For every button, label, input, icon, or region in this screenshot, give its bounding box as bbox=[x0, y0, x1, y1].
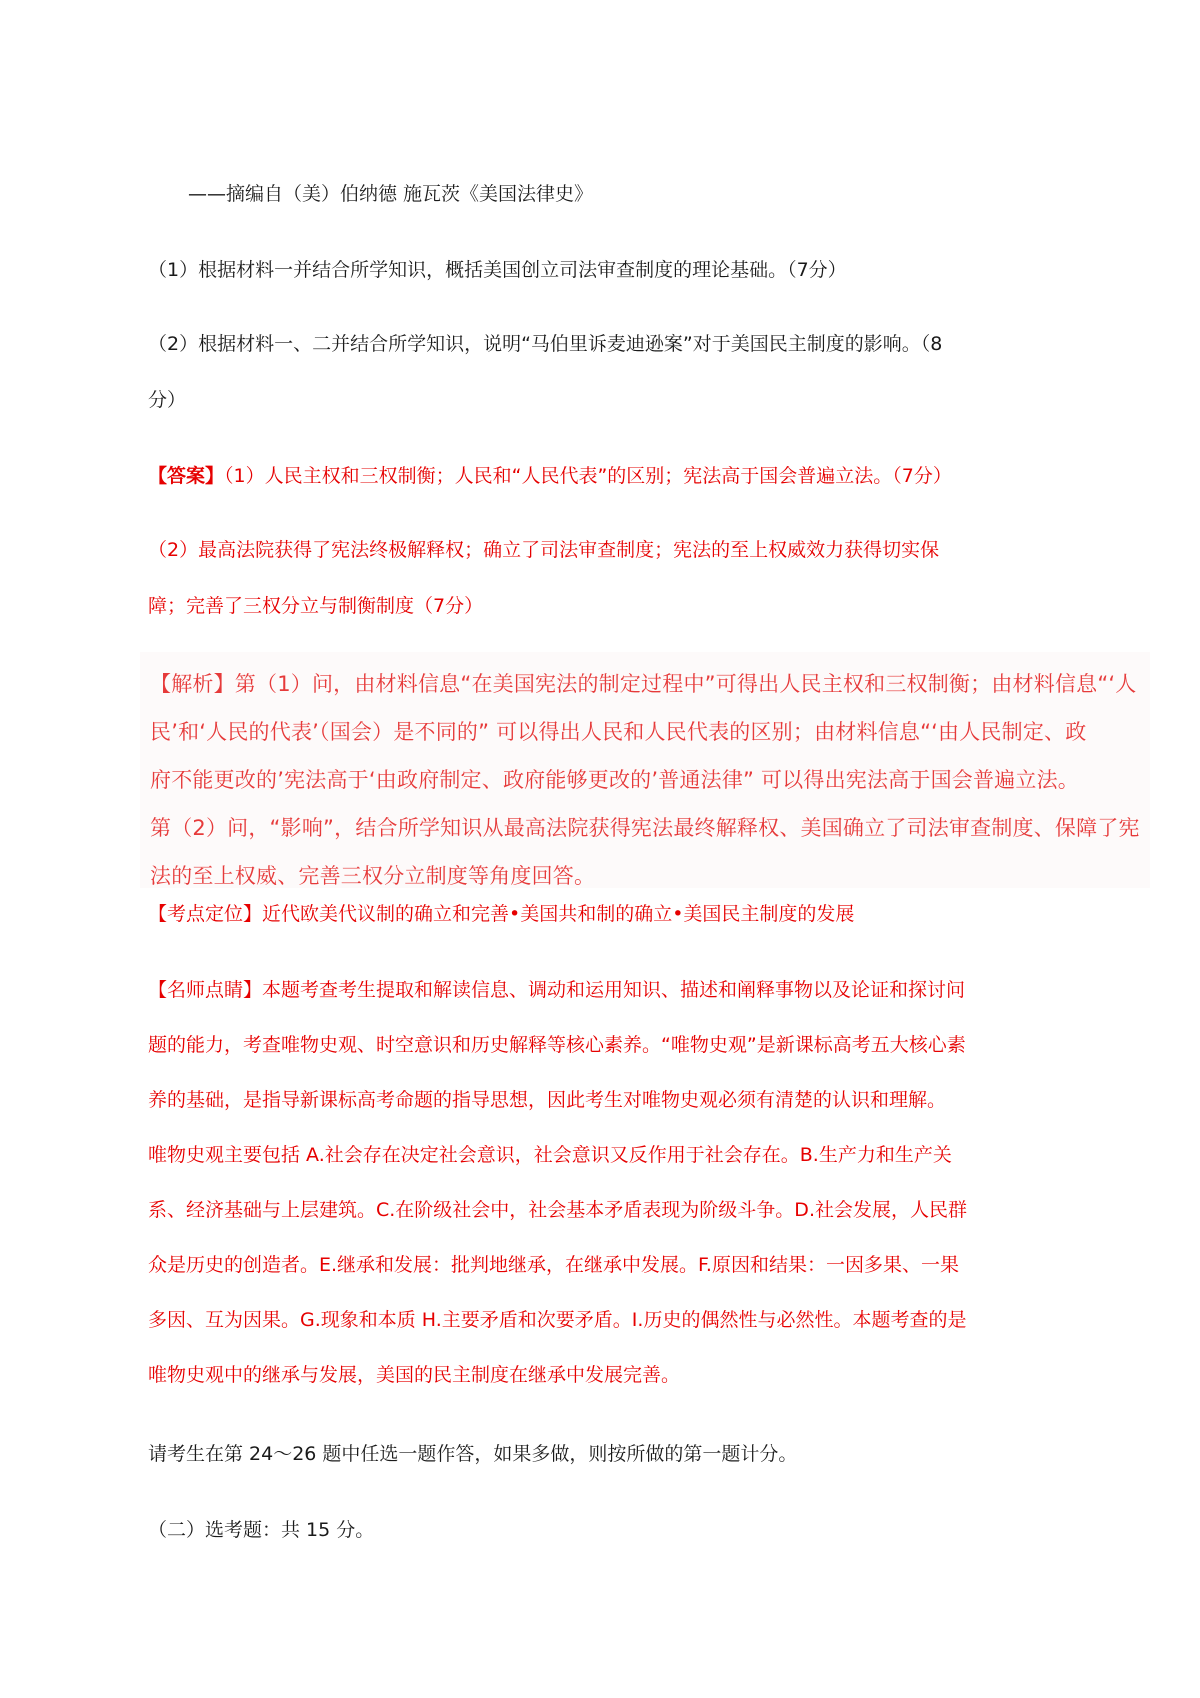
mingshi-line: 题的能力，考查唯物史观、时空意识和历史解释等核心素养。“唯物史观”是新课标高考五大核心素 bbox=[148, 1034, 966, 1056]
section-heading: （二）选考题：共 15 分。 bbox=[148, 1519, 375, 1541]
analysis-line: 法的至上权威、完善三权分立制度等角度回答。 bbox=[150, 864, 596, 888]
mingshi-line: 唯物史观中的继承与发展，美国的民主制度在继承中发展完善。 bbox=[148, 1364, 681, 1386]
mingshi-line: 多因、互为因果。G.现象和本质 H.主要矛盾和次要矛盾。I.历史的偶然性与必然性。本题考查的是 bbox=[148, 1309, 967, 1331]
mingshi-line: 系、经济基础与上层建筑。C.在阶级社会中，社会基本矛盾表现为阶级斗争。D.社会发展，人民群 bbox=[148, 1199, 967, 1221]
analysis-line: 府不能更改的’宪法高于‘由政府制定、政府能够更改的’普通法律” 可以得出宪法高于国会普遍立法。 bbox=[150, 768, 1079, 792]
analysis-line: 第（2）问，“影响”，结合所学知识从最高法院获得宪法最终解释权、美国确立了司法审查制度、保障了宪 bbox=[150, 816, 1140, 840]
question-1: （1）根据材料一并结合所学知识，概括美国创立司法审查制度的理论基础。（7分） bbox=[148, 259, 847, 281]
mingshi-line: 唯物史观主要包括 A.社会存在决定社会意识，社会意识又反作用于社会存在。B.生产力和生产关 bbox=[148, 1144, 952, 1166]
mingshi-line: 众是历史的创造者。E.继承和发展：批判地继承，在继承中发展。F.原因和结果：一因多果、一果 bbox=[148, 1254, 959, 1276]
answer-label: 【答案】 bbox=[148, 465, 225, 487]
question-2-line-2: 分） bbox=[148, 389, 187, 411]
question-2-line-1: （2）根据材料一、二并结合所学知识，说明“马伯里诉麦迪逊案”对于美国民主制度的影响。（8 bbox=[148, 333, 943, 355]
instruction-line: 请考生在第 24～26 题中任选一题作答，如果多做，则按所做的第一题计分。 bbox=[148, 1443, 798, 1465]
source-citation: ——摘编自（美）伯纳德 施瓦茨《美国法律史》 bbox=[188, 183, 594, 205]
analysis-line: 【解析】第（1）问，由材料信息“在美国宪法的制定过程中”可得出人民主权和三权制衡；由材料信息“‘人 bbox=[150, 672, 1137, 696]
answer-1 bbox=[148, 462, 952, 490]
mingshi-line: 【名师点睛】本题考查考生提取和解读信息、调动和运用知识、描述和阐释事物以及论证和探讨问 bbox=[148, 979, 966, 1001]
kaodian-line: 【考点定位】近代欧美代议制的确立和完善•美国共和制的确立•美国民主制度的发展 bbox=[148, 903, 855, 925]
answer-2-line-2: 障；完善了三权分立与制衡制度（7分） bbox=[148, 595, 484, 617]
answer-1-text: （1）人民主权和三权制衡；人民和“人民代表”的区别；宪法高于国会普遍立法。（7分） bbox=[224, 465, 952, 487]
analysis-line: 民’和‘人民的代表’（国会）是不同的” 可以得出人民和人民代表的区别；由材料信息“‘由人民制定、政 bbox=[150, 720, 1087, 744]
answer-2-line-1: （2）最高法院获得了宪法终极解释权；确立了司法审查制度；宪法的至上权威效力获得切实保 bbox=[148, 539, 940, 561]
mingshi-line: 养的基础，是指导新课标高考命题的指导思想，因此考生对唯物史观必须有清楚的认识和理解。 bbox=[148, 1089, 947, 1111]
